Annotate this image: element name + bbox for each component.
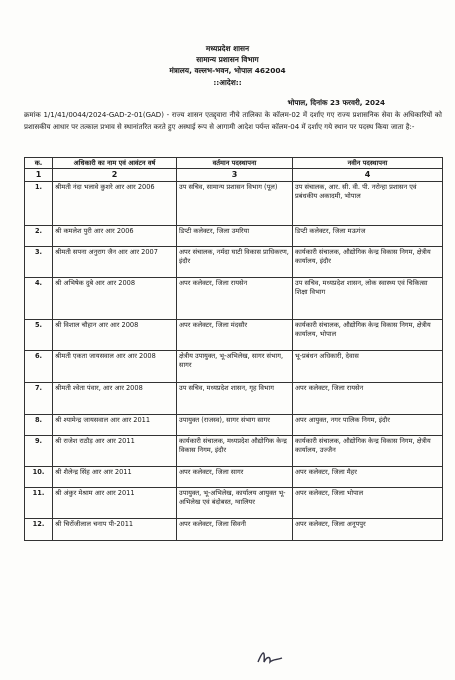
cell-serial: 9.	[25, 436, 53, 467]
column-number: 4	[293, 169, 443, 182]
cell-new-posting: कार्यकारी संचालक, औद्योगिक केन्द्र विकास निगम, क्षेत्रीय कार्यालय, भोपाल	[293, 320, 443, 351]
header-government: मध्यप्रदेश शासन	[205, 44, 250, 53]
table-row	[25, 351, 443, 383]
cell-current-posting: अपर कलेक्टर, जिला सिवनी	[177, 519, 293, 541]
cell-new-posting: अपर कलेक्टर, जिला भोपाल	[293, 488, 443, 519]
table-row	[25, 467, 443, 488]
header-department: सामान्य प्रशासन विभाग	[196, 55, 259, 64]
cell-new-posting: कार्यकारी संचालक, औद्योगिक केन्द्र विकास निगम, क्षेत्रीय कार्यालय, इंदौर	[293, 247, 443, 278]
table-header-row	[25, 158, 443, 169]
header-officer-name: अधिकारी का नाम एवं आवंटन वर्ष	[53, 158, 177, 169]
cell-new-posting: अपर आयुक्त, नगर पालिक निगम, इंदौर	[293, 415, 443, 436]
header-new-posting: नवीन पदस्थापना	[293, 158, 443, 169]
table-row	[25, 488, 443, 519]
table-row	[25, 519, 443, 541]
cell-new-posting: उप सचिव, मध्यप्रदेश शासन, लोक स्वास्थ्य एवं चिकित्सा शिक्षा विभाग	[293, 278, 443, 320]
cell-new-posting: डिप्टी कलेक्टर, जिला मऊगंज	[293, 226, 443, 247]
cell-officer-name: श्री राजेश राठौड़ आर आर 2011	[53, 436, 177, 467]
cell-serial: 6.	[25, 351, 53, 383]
cell-current-posting: उप सचिव, सामान्य प्रशासन विभाग (पूल)	[177, 182, 293, 226]
cell-serial: 10.	[25, 467, 53, 488]
table-row	[25, 278, 443, 320]
cell-officer-name: श्री अंकुर मेश्राम आर आर 2011	[53, 488, 177, 519]
cell-current-posting: अपर संचालक, नर्मदा घाटी विकास प्राधिकरण, इंदौर	[177, 247, 293, 278]
cell-current-posting: अपर कलेक्टर, जिला रायसेन	[177, 278, 293, 320]
cell-serial: 1.	[25, 182, 53, 226]
cell-officer-name: श्री श्यामेन्द्र जायसवाल आर आर 2011	[53, 415, 177, 436]
column-number: 2	[53, 169, 177, 182]
table-row	[25, 247, 443, 278]
cell-serial: 8.	[25, 415, 53, 436]
table-row	[25, 182, 443, 226]
cell-serial: 3.	[25, 247, 53, 278]
cell-current-posting: डिप्टी कलेक्टर, जिला उमरिया	[177, 226, 293, 247]
cell-serial: 11.	[25, 488, 53, 519]
order-paragraph: क्रमांक 1/1/41/0044/2024-GAD-2-01(GAD) - राज्य शासन एतद्द्वारा नीचे तालिका के कॉलम-02 में दर्शाए गए राज्य प्रशासनिक सेवा के अधिकारियों को प्रशासकीय आधार पर तत्काल प्रभाव से स्थानांतरित करते हुए अस्थाई रूप से आगामी आदेश पर्यन्त कॉलम-04 में दर्शाए गये स्थान पर पदस्थ किया जाता है:-	[24, 111, 442, 131]
cell-serial: 12.	[25, 519, 53, 541]
cell-new-posting: कार्यकारी संचालक, औद्योगिक केन्द्र विकास निगम, क्षेत्रीय कार्यालय, उज्जैन	[293, 436, 443, 467]
cell-officer-name: श्री अभिषेक दुबे आर आर 2008	[53, 278, 177, 320]
cell-new-posting: अपर कलेक्टर, जिला रायसेन	[293, 383, 443, 415]
cell-current-posting: अपर कलेक्टर, जिला सागर	[177, 467, 293, 488]
table-row	[25, 383, 443, 415]
cell-officer-name: श्रीमती एकता जायसवाल आर आर 2008	[53, 351, 177, 383]
cell-new-posting: अपर कलेक्टर, जिला मैहर	[293, 467, 443, 488]
cell-new-posting: अपर कलेक्टर, जिला अनूपपुर	[293, 519, 443, 541]
cell-current-posting: क्षेत्रीय उपायुक्त, भू-अभिलेख, सागर संभाग, सागर	[177, 351, 293, 383]
signature-mark-icon	[255, 648, 285, 668]
header-current-posting: वर्तमान पदस्थापना	[177, 158, 293, 169]
signature	[255, 648, 285, 672]
order-date: भोपाल, दिनांक 23 फरवरी, 2024	[287, 98, 385, 107]
table-row	[25, 320, 443, 351]
transfer-table	[24, 157, 443, 541]
cell-current-posting: कार्यकारी संचालक, मध्यप्रदेश औद्योगिक केन्द्र विकास निगम, इंदौर	[177, 436, 293, 467]
table-column-number-row	[25, 169, 443, 182]
cell-serial: 2.	[25, 226, 53, 247]
cell-officer-name: श्री कमलेश पुरी आर आर 2006	[53, 226, 177, 247]
table-body	[25, 182, 443, 541]
cell-new-posting: उप संचालक, आर. सी. वी. पी. नरोन्हा प्रशासन एवं प्रबंधकीय अकादमी, भोपाल	[293, 182, 443, 226]
header-order-title: ::आदेश::	[213, 78, 242, 87]
header-serial: क.	[25, 158, 53, 169]
cell-current-posting: उपायुक्त, भू-अभिलेख, कार्यालय आयुक्त भू-अभिलेख एवं बंदोबस्त, ग्वालियर	[177, 488, 293, 519]
cell-serial: 5.	[25, 320, 53, 351]
cell-officer-name: श्रीमती नंदा भलावे कुशरे आर आर 2006	[53, 182, 177, 226]
cell-officer-name: श्री विशाल चौहान आर आर 2008	[53, 320, 177, 351]
column-number: 3	[177, 169, 293, 182]
cell-officer-name: श्रीमती सपना अनुराग जैन आर आर 2007	[53, 247, 177, 278]
header-address: मंत्रालय, वल्लभ-भवन, भोपाल 462004	[169, 66, 286, 75]
cell-officer-name: श्री चिरोंजीलाल चनाप पी-2011	[53, 519, 177, 541]
cell-current-posting: अपर कलेक्टर, जिला मंदसौर	[177, 320, 293, 351]
cell-serial: 7.	[25, 383, 53, 415]
cell-serial: 4.	[25, 278, 53, 320]
cell-new-posting: भू-प्रबंधन अधिकारी, देवास	[293, 351, 443, 383]
table-row	[25, 436, 443, 467]
column-number: 1	[25, 169, 53, 182]
table-row	[25, 415, 443, 436]
cell-current-posting: उप सचिव, मध्यप्रदेश शासन, गृह विभाग	[177, 383, 293, 415]
cell-current-posting: उपायुक्त (राजस्व), सागर संभाग सागर	[177, 415, 293, 436]
table-row	[25, 226, 443, 247]
cell-officer-name: श्री शैलेन्द्र सिंह आर आर 2011	[53, 467, 177, 488]
cell-officer-name: श्रीमती श्वेता पंवार, आर आर 2008	[53, 383, 177, 415]
